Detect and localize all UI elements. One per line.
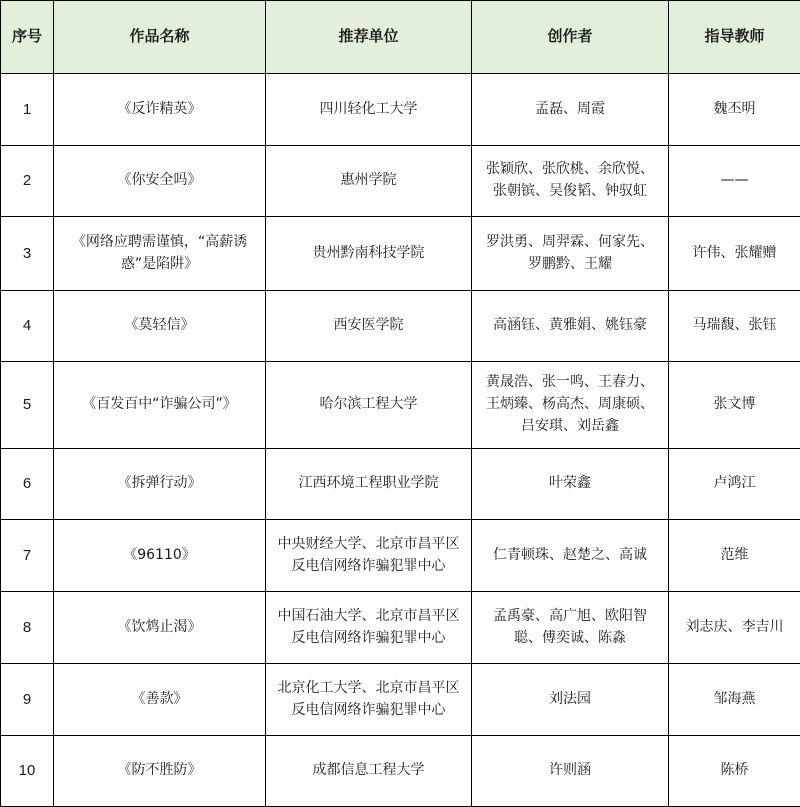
cell-no: [1, 592, 54, 664]
cell-advisor-text: 邹海燕: [673, 689, 796, 711]
cell-advisor: [669, 291, 800, 362]
cell-work-text: 《反诈精英》: [58, 99, 261, 121]
cell-advisor-text: 魏丕明: [673, 99, 796, 121]
cell-work-text: 《你安全吗》: [58, 170, 261, 192]
cell-work: [54, 74, 266, 146]
cell-creators: [472, 736, 669, 807]
cell-work-text: 《拆弹行动》: [58, 473, 261, 495]
cell-advisor-text: 陈桥: [673, 760, 796, 782]
cell-unit: [266, 291, 472, 362]
cell-unit-text: 中国石油大学、北京市昌平区反电信网络诈骗犯罪中心: [270, 606, 467, 649]
cell-unit-text: 哈尔滨工程大学: [270, 394, 467, 416]
cell-work-text: 《96110》: [58, 545, 261, 567]
cell-advisor: [669, 74, 800, 146]
cell-unit: [266, 736, 472, 807]
cell-creators-text: 叶荣鑫: [476, 473, 664, 495]
cell-unit-text: 西安医学院: [270, 315, 467, 337]
cell-creators-text: 高涵钰、黄雅娟、姚钰豪: [476, 315, 664, 337]
cell-work: [54, 291, 266, 362]
cell-creators: [472, 217, 669, 291]
cell-unit-text: 贵州黔南科技学院: [270, 243, 467, 265]
cell-unit: [266, 520, 472, 592]
cell-creators: [472, 449, 669, 520]
header-unit: 推荐单位: [266, 1, 472, 74]
cell-work-text: 《饮鸩止渴》: [58, 617, 261, 639]
header-row: [1, 1, 800, 74]
cell-creators: [472, 74, 669, 146]
cell-work: [54, 362, 266, 449]
cell-advisor-text: 范维: [673, 545, 796, 567]
table-row: [1, 520, 800, 592]
cell-no-text: 1: [5, 98, 49, 121]
cell-creators-text: 许则涵: [476, 760, 664, 782]
cell-work-text: 《莫轻信》: [58, 315, 261, 337]
table-row: [1, 217, 800, 291]
cell-unit: [266, 146, 472, 217]
cell-advisor: [669, 736, 800, 807]
cell-advisor: [669, 520, 800, 592]
cell-advisor-text: 许伟、张耀赠: [673, 243, 796, 265]
cell-no: [1, 362, 54, 449]
cell-unit: [266, 664, 472, 736]
cell-unit-text: 中央财经大学、北京市昌平区反电信网络诈骗犯罪中心: [270, 534, 467, 577]
cell-no: [1, 520, 54, 592]
cell-no: [1, 664, 54, 736]
cell-creators-text: 罗洪勇、周羿霖、何家先、罗鹏黔、王耀: [476, 232, 664, 275]
cell-unit: [266, 449, 472, 520]
cell-no: [1, 291, 54, 362]
cell-creators-text: 黄晟浩、张一鸣、王春力、王炳臻、杨高杰、周康硕、吕安琪、刘岳鑫: [476, 372, 664, 437]
cell-creators: [472, 520, 669, 592]
cell-work: [54, 520, 266, 592]
table-row: [1, 291, 800, 362]
cell-creators: [472, 146, 669, 217]
cell-no-text: 6: [5, 472, 49, 495]
cell-advisor-text: 马瑞馥、张钰: [673, 315, 796, 337]
table-row: [1, 664, 800, 736]
header-work: 作品名称: [54, 1, 266, 74]
cell-unit: [266, 217, 472, 291]
cell-advisor-text: 刘志庆、李吉川: [673, 617, 796, 639]
cell-work: [54, 592, 266, 664]
cell-unit-text: 四川轻化工大学: [270, 99, 467, 121]
cell-creators-text: 仁青顿珠、赵楚之、高诚: [476, 545, 664, 567]
cell-creators-text: 孟磊、周霞: [476, 99, 664, 121]
cell-no-text: 9: [5, 688, 49, 711]
cell-work: [54, 449, 266, 520]
cell-work: [54, 736, 266, 807]
cell-creators-text: 张颖欣、张欣桃、余欣悦、张朝镔、吴俊韬、钟驭虹: [476, 159, 664, 202]
cell-advisor-text: 张文博: [673, 394, 796, 416]
cell-creators: [472, 291, 669, 362]
cell-work: [54, 217, 266, 291]
cell-no: [1, 736, 54, 807]
cell-no-text: 7: [5, 544, 49, 567]
cell-no-text: 4: [5, 314, 49, 337]
cell-creators-text: 刘法园: [476, 689, 664, 711]
table-header: [1, 1, 800, 74]
cell-creators: [472, 664, 669, 736]
cell-unit: [266, 592, 472, 664]
cell-work: [54, 146, 266, 217]
table-row: [1, 362, 800, 449]
cell-advisor-text: 卢鸿江: [673, 473, 796, 495]
cell-unit-text: 成都信息工程大学: [270, 760, 467, 782]
header-advisor: 指导教师: [669, 1, 800, 74]
cell-unit-text: 北京化工大学、北京市昌平区反电信网络诈骗犯罪中心: [270, 678, 467, 721]
cell-no-text: 5: [5, 393, 49, 416]
cell-no-text: 2: [5, 169, 49, 192]
table-row: [1, 74, 800, 146]
cell-no: [1, 449, 54, 520]
cell-no: [1, 146, 54, 217]
table-body: [1, 74, 800, 807]
cell-advisor: [669, 146, 800, 217]
cell-creators: [472, 362, 669, 449]
cell-advisor: [669, 449, 800, 520]
cell-work-text: 《网络应聘需谨慎，“高薪诱惑”是陷阱》: [58, 232, 261, 275]
cell-unit-text: 江西环境工程职业学院: [270, 473, 467, 495]
cell-creators-text: 孟禹豪、高广旭、欧阳智聪、傅奕诚、陈淼: [476, 606, 664, 649]
cell-creators: [472, 592, 669, 664]
cell-unit: [266, 74, 472, 146]
header-creators: 创作者: [472, 1, 669, 74]
cell-advisor: [669, 362, 800, 449]
cell-work: [54, 664, 266, 736]
cell-no: [1, 74, 54, 146]
cell-no-text: 10: [5, 759, 49, 782]
cell-work-text: 《防不胜防》: [58, 760, 261, 782]
cell-work-text: 《善款》: [58, 689, 261, 711]
cell-unit-text: 惠州学院: [270, 170, 467, 192]
cell-advisor: [669, 217, 800, 291]
cell-unit: [266, 362, 472, 449]
cell-advisor: [669, 592, 800, 664]
header-no: 序号: [1, 1, 54, 74]
table-row: [1, 146, 800, 217]
table-row: [1, 449, 800, 520]
table-row: [1, 592, 800, 664]
cell-no-text: 3: [5, 242, 49, 265]
cell-advisor-text: ——: [673, 170, 796, 192]
cell-work-text: 《百发百中“诈骗公司”》: [58, 394, 261, 416]
cell-no-text: 8: [5, 616, 49, 639]
table-row: [1, 736, 800, 807]
cell-no: [1, 217, 54, 291]
cell-advisor: [669, 664, 800, 736]
